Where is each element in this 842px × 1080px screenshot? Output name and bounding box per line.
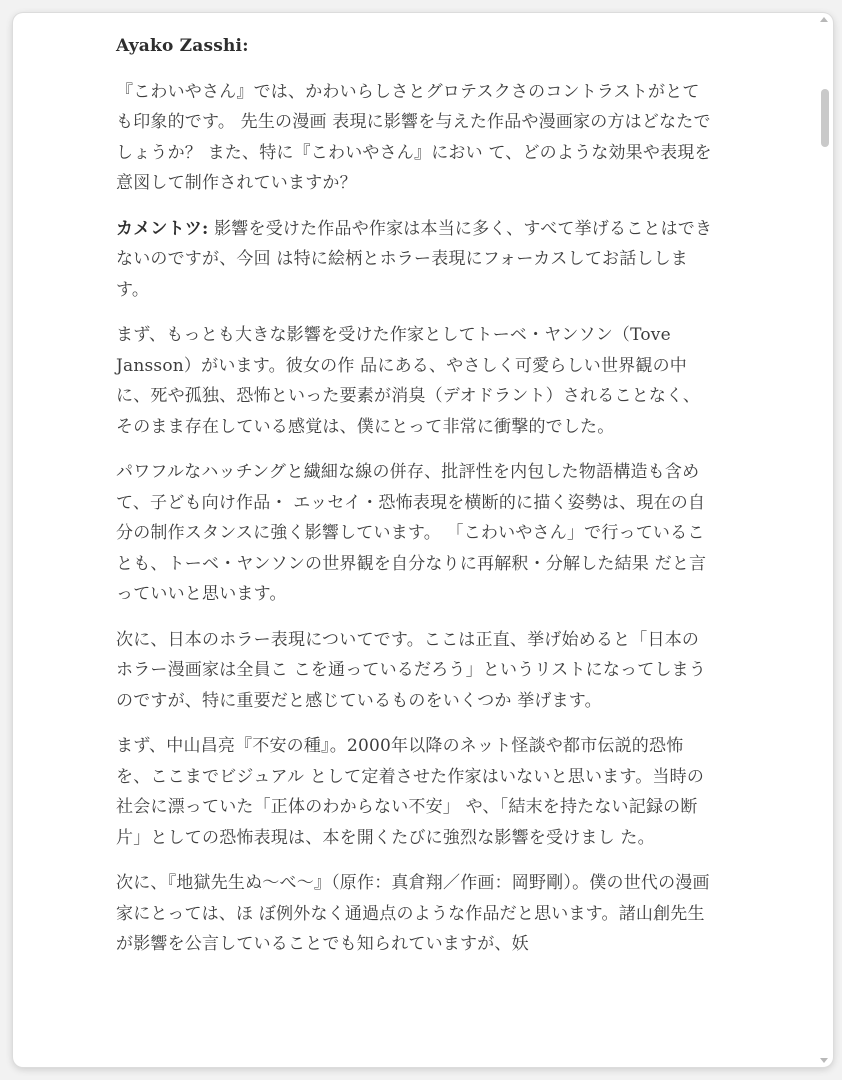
article-body xyxy=(116,31,716,975)
answer-speaker: カメントツ: xyxy=(116,218,209,239)
answer-paragraph: まず、もっとも大きな影響を受けた作家としてトーベ・ヤンソン（Tove Jansson）がいます。彼女の作 品にある、やさしく可愛らしい世界観の中に、死や孤独、恐怖といった要素が消臭（デオドラント）されることなく、そのまま存在している感覚は、僕にとって非常に衝撃的でした。 xyxy=(116,325,701,437)
answer-paragraph: 次に、日本のホラー表現についてです。ここは正直、挙げ始めると「日本のホラー漫画家は全員こ こを通っているだろう」というリストになってしまうのですが、特に重要だと感じているものをいくつか 挙げます。 xyxy=(116,629,707,711)
answer-paragraph: まず、中山昌亮『不安の種』。2000年以降のネット怪談や都市伝説的恐怖を、ここまでビジュアル として定着させた作家はいないと思います。当時の社会に漂っていた「正体のわからない不安」 や、「結末を持たない記録の断片」としての恐怖表現は、本を開くたびに強烈な影響を受けまし た。 xyxy=(116,736,705,848)
reader-window xyxy=(13,13,833,1067)
scrollbar-thumb[interactable] xyxy=(821,89,829,147)
scroll-down-arrow-icon[interactable] xyxy=(820,1058,828,1063)
scroll-up-arrow-icon[interactable] xyxy=(820,17,828,22)
answer-intro-text: 影響を受けた作品や作家は本当に多く、すべて挙げることはできないのですが、今回 は特に絵柄とホラー表現にフォーカスしてお話しします。 xyxy=(116,218,713,300)
answer-intro-paragraph xyxy=(116,214,716,306)
answer-paragraph: パワフルなハッチングと繊細な線の併存、批評性を内包した物語構造も含めて、子ども向け作品・ エッセイ・恐怖表現を横断的に描く姿勢は、現在の自分の制作スタンスに強く影響しています。 「こわいやさん」で行っていることも、トーベ・ヤンソンの世界観を自分なりに再解釈・分解した結果 だと言っていいと思います。 xyxy=(116,462,707,604)
vertical-scrollbar[interactable] xyxy=(817,13,831,1067)
question-speaker-paragraph xyxy=(116,31,716,62)
question-speaker: Ayako Zasshi: xyxy=(116,36,249,56)
answer-paragraph: 次に、『地獄先生ぬ～べ～』（原作：真倉翔／作画：岡野剛）。僕の世代の漫画家にとっては、ほ ぼ例外なく通過点のような作品だと思います。諸山創先生が影響を公言していることでも知られていますが、妖 xyxy=(116,873,710,954)
question-text: 『こわいやさん』では、かわいらしさとグロテスクさのコントラストがとても印象的です。 先生の漫画 表現に影響を与えた作品や漫画家の方はどなたでしょうか？ また、特に『こわいやさん』におい て、どのような効果や表現を意図して制作されていますか？ xyxy=(116,81,712,193)
